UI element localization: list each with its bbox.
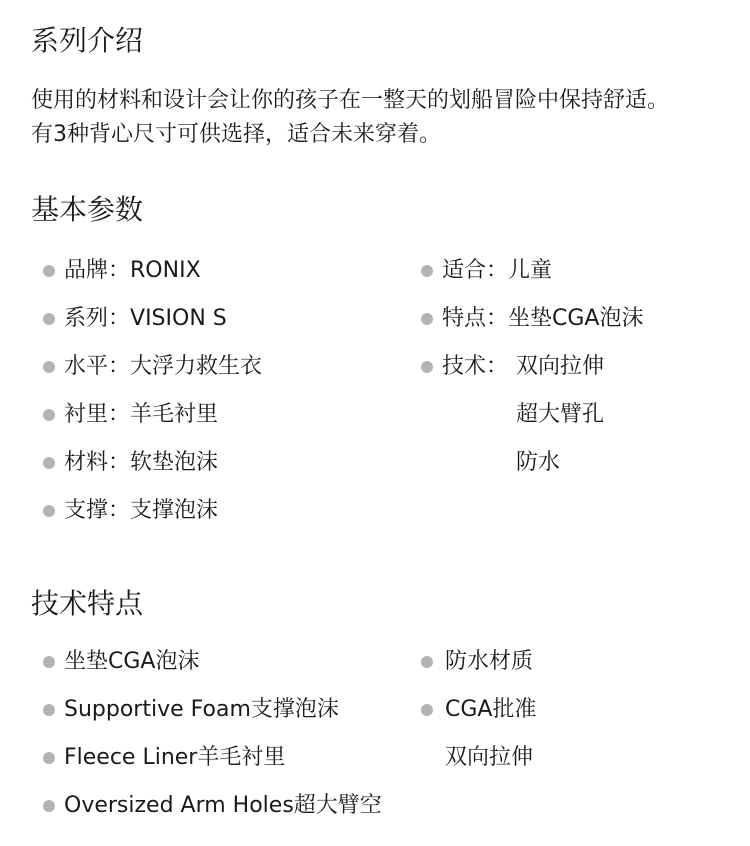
- feature-text: Fleece Liner羊毛衬里: [64, 745, 286, 770]
- param-lining: [43, 399, 218, 431]
- param-series: [43, 303, 227, 335]
- param-technology-extra-2: [516, 447, 560, 479]
- feature-text: CGA批准: [445, 697, 537, 722]
- bullet-icon: [421, 313, 433, 325]
- bullet-icon: [421, 265, 433, 277]
- param-value: RONIX: [130, 258, 201, 283]
- bullet-icon: [421, 656, 433, 668]
- param-value: 超大臂孔: [516, 402, 605, 427]
- param-value: 羊毛衬里: [130, 402, 219, 427]
- bullet-icon: [43, 409, 55, 421]
- param-value: 儿童: [508, 258, 553, 283]
- param-technology-extra-1: [516, 399, 604, 431]
- param-value: 软垫泡沫: [130, 450, 219, 475]
- feature-item: [421, 646, 533, 678]
- param-value: 大浮力救生衣: [130, 354, 263, 379]
- param-label: 支撑：: [64, 498, 131, 523]
- bullet-icon: [421, 361, 433, 373]
- bullet-icon: [43, 704, 55, 716]
- param-label: 水平：: [64, 354, 131, 379]
- bullet-icon: [43, 361, 55, 373]
- param-value: 双向拉伸: [516, 354, 605, 379]
- param-suitable: [421, 255, 552, 287]
- bullet-icon: [43, 656, 55, 668]
- param-value: VISION S: [130, 306, 227, 331]
- param-value: 坐垫CGA泡沫: [508, 306, 644, 331]
- param-material: [43, 447, 218, 479]
- bullet-icon: [43, 800, 55, 812]
- feature-item: [43, 646, 199, 678]
- feature-text: 防水材质: [445, 649, 534, 674]
- param-label: 衬里：: [64, 402, 131, 427]
- feature-item: [43, 790, 382, 822]
- param-label: 系列：: [64, 306, 131, 331]
- param-label: 品牌：: [64, 258, 131, 283]
- bullet-icon: [43, 752, 55, 764]
- param-brand: [43, 255, 201, 287]
- bullet-icon: [43, 313, 55, 325]
- param-label: 适合：: [442, 258, 509, 283]
- feature-text: 双向拉伸: [445, 745, 534, 770]
- bullet-icon: [421, 704, 433, 716]
- bullet-icon: [43, 457, 55, 469]
- param-label: 技术：: [442, 354, 509, 379]
- feature-item-continued: [445, 742, 533, 774]
- param-feature: [421, 303, 643, 335]
- param-label: 特点：: [442, 306, 509, 331]
- param-value: 支撑泡沫: [130, 498, 219, 523]
- feature-text: 坐垫CGA泡沫: [64, 649, 200, 674]
- series-intro-line-2: 有3种背心尺寸可供选择，适合未来穿着。: [31, 122, 441, 147]
- feature-item: [43, 742, 285, 774]
- tech-features-heading: 技术特点: [31, 587, 144, 620]
- param-technology: [421, 351, 604, 383]
- param-label: 材料：: [64, 450, 131, 475]
- bullet-icon: [43, 505, 55, 517]
- param-support: [43, 495, 218, 527]
- feature-text: Supportive Foam支撑泡沫: [64, 697, 339, 722]
- feature-item: [421, 694, 536, 726]
- basic-params-heading: 基本参数: [31, 193, 144, 226]
- param-level: [43, 351, 262, 383]
- param-value: 防水: [516, 450, 561, 475]
- series-intro-heading: 系列介绍: [31, 24, 144, 57]
- bullet-icon: [43, 265, 55, 277]
- feature-text: Oversized Arm Holes超大臂空: [64, 793, 382, 818]
- feature-item: [43, 694, 339, 726]
- series-intro-line-1: 使用的材料和设计会让你的孩子在一整天的划船冒险中保持舒适。: [31, 88, 670, 113]
- series-intro-text: [31, 84, 731, 152]
